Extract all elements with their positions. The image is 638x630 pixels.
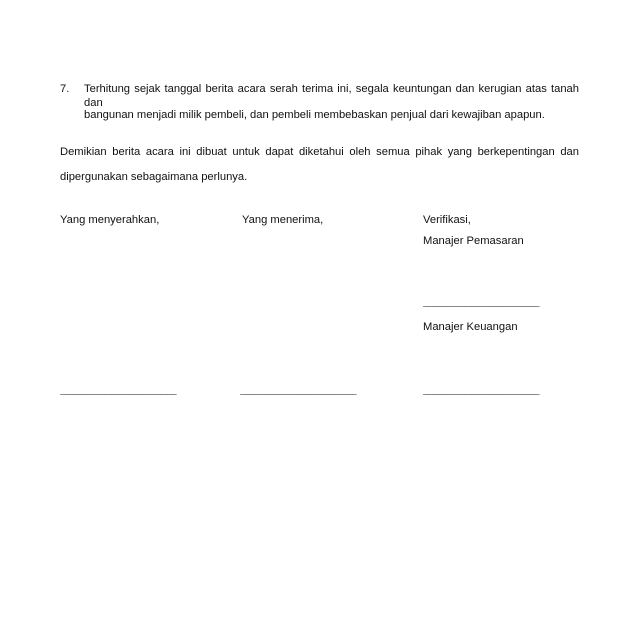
clause-text-line-1: Terhitung sejak tanggal berita acara serah terima ini, segala keuntungan dan kerugian atas tanah dan	[84, 83, 579, 109]
clause-number: 7.	[60, 83, 70, 95]
closing-text-line-1: Demikian berita acara ini dibuat untuk dapat diketahui oleh semua pihak yang berkepentingan dan	[60, 146, 579, 158]
clause-text-line-2: bangunan menjadi milik pembeli, dan pembeli membebaskan penjual dari kewajiban apapun.	[84, 109, 545, 121]
finance-manager-signature-line: _______________________________________	[423, 386, 539, 395]
receiver-label: Yang menerima,	[242, 214, 324, 226]
verification-label: Verifikasi,	[423, 214, 471, 226]
finance-manager-label: Manajer Keuangan	[423, 321, 518, 333]
marketing-manager-label: Manajer Pemasaran	[423, 235, 524, 247]
closing-text-line-2: dipergunakan sebagaimana perlunya.	[60, 171, 248, 183]
giver-signature-line: _______________________________________	[60, 386, 176, 395]
receiver-signature-line: _______________________________________	[240, 386, 356, 395]
marketing-manager-signature-line: _______________________________________	[423, 298, 539, 307]
giver-label: Yang menyerahkan,	[60, 214, 160, 226]
